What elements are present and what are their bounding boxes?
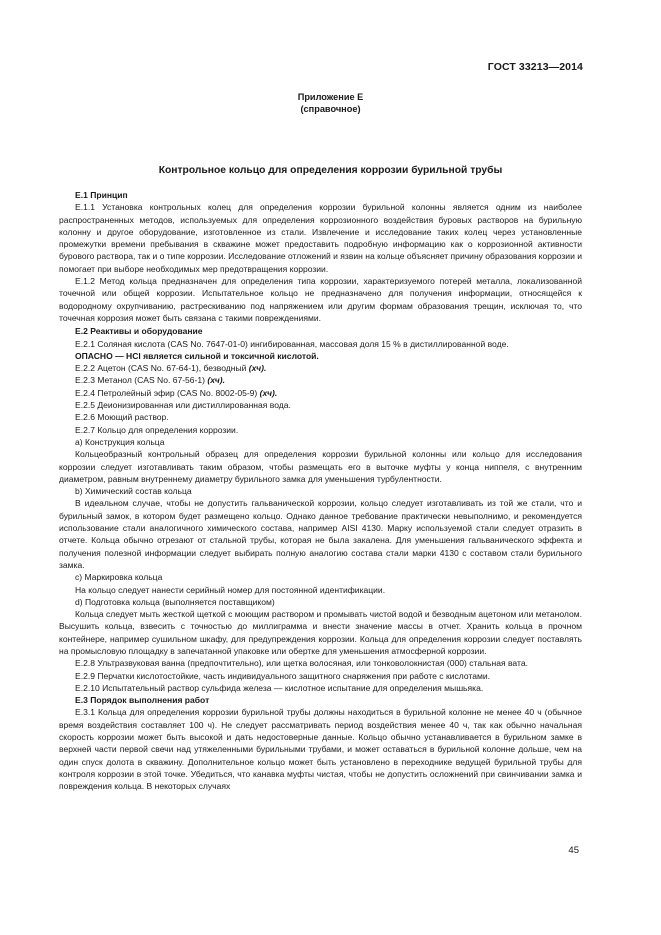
section-heading-e1: Е.1 Принцип: [75, 190, 128, 200]
item-e2-6: Е.2.6 Моющий раствор.: [75, 412, 169, 423]
danger-warning: ОПАСНО — HCl является сильной и токсичной кислотой.: [75, 350, 319, 361]
appendix-subtitle: (справочное): [300, 104, 361, 114]
item-e2-9: Е.2.9 Перчатки кислотостойкие, часть индивидуального защитного снаряжения при работе с кислотами.: [75, 670, 490, 681]
standard-code: ГОСТ 33213—2014: [487, 61, 583, 73]
sub-item-a-label: a) Конструкция кольца: [75, 436, 165, 447]
sub-item-b-text: В идеальном случае, чтобы не допустить гальванической коррозии, кольцо следует изготавливать из той же стали, что и бурильный замок, в котором будет размещено кольцо. Однако данное требование практически невыполнимо, и рекомендуется использование стали аналогичного химического состава, например AISI 4130. Марку используемой стали следует отразить в отчете. Кольца обычно отрезают от стальной трубы, которая не была закалена. Для уменьшения гальванического эффекта и получения полезной информации следует выбирать полную аналогию состава стали марки 4130 с составом стали бурильного замка.: [59, 498, 582, 570]
item-e2-4: [59, 387, 582, 399]
paragraph-e1-2: Е.1.2 Метод кольца предназначен для определения типа коррозии, характеризуемого потерей металла, локализованной точечной или общей коррозии. Испытательное кольцо не предназначено для получения информации, относящейся к водородному охрупчиванию, растрескиванию под напряжением или другим формам образования трещин, исключая то, что точечная коррозия может быть связана с такими повреждениями.: [59, 276, 582, 323]
document-body: [59, 189, 582, 793]
item-e2-3: [59, 374, 582, 386]
item-e2-3-text: Е.2.3 Метанол (CAS No. 67-56-1): [75, 375, 208, 386]
section-heading-e2: Е.2 Реактивы и оборудование: [75, 326, 203, 337]
purity-mark: (хч).: [207, 375, 225, 386]
paragraph-e3-1: Е.3.1 Кольца для определения коррозии бурильной трубы должны находиться в бурильной колонне не менее 40 ч (обычное время воздействия составляет 100 ч). Не следует рассматривать период воздействия менее 40 ч, так как обычно начальная скорость коррозии может быть высокой и дать недостоверные данные. Кольцо обычно устанавливается в бурильном замке в верхней части первой свечи над утяжеленными бурильными трубами, и может оставаться в бурильной колонне дольше, чем на один спуск долота в скважину. Дополнительное кольцо может быть установлено в переходнике ведущей бурильной трубы для контроля коррозии в этой точке. Убедиться, что канавка муфты чистая, чтобы не допустить осложнений при свинчивании замка и повреждения кольца. В некоторых случаях: [59, 707, 582, 792]
item-e2-2-text: Е.2.2 Ацетон (CAS No. 67-64-1), безводный: [75, 363, 249, 374]
paragraph-e1-1: Е.1.1 Установка контрольных колец для определения коррозии бурильной колонны является одним из наиболее распространенных методов, используемых для определения коррозионного воздействия буровых растворов на бурильную колонну и другое оборудование, изготовленное из стали. Извлечение и исследование таких колец через установленные промежутки времени пребывания в скважине может предоставить подробную информацию как о коррозионной активности бурового раствора, так и о типе коррозии. Исследование отложений и язвин на кольце объясняет причину образования коррозии и помогает при выборе необходимых мер предотвращения коррозии.: [59, 202, 583, 274]
page-number: 45: [568, 845, 579, 856]
appendix-title: Приложение Е: [297, 92, 364, 102]
sub-item-b-label: b) Химический состав кольца: [75, 486, 192, 497]
paragraph-e2-1: Е.2.1 Соляная кислота (CAS No. 7647-01-0) ингибированная, массовая доля 15 % в дистиллированной воде.: [75, 338, 509, 349]
sub-item-c-label: c) Маркировка кольца: [75, 572, 163, 583]
item-e2-10: Е.2.10 Испытательный раствор сульфида железа — кислотное испытание для определения мышьяка.: [75, 682, 484, 693]
purity-mark: (хч).: [259, 387, 278, 398]
item-e2-4-text: Е.2.4 Петролейный эфир (CAS No. 8002-05-9): [75, 387, 260, 398]
section-heading-e3: Е.3 Порядок выполнения работ: [75, 695, 210, 706]
sub-item-a-text: Кольцеобразный контрольный образец для определения коррозии бурильной колонны или кольцо для исследования коррозии следует изготавливать таким образом, чтобы размещать его в выточке муфты у конца ниппеля, с внутренним диаметром, равным внутреннему диаметру бурильного замка для уменьшения турбулентности.: [59, 449, 582, 484]
item-e2-2: [59, 362, 582, 374]
appendix-heading: [0, 91, 661, 115]
sub-item-c-text: На кольцо следует нанести серийный номер для постоянной идентификации.: [75, 584, 386, 595]
sub-item-d-label: d) Подготовка кольца (выполняется поставщиком): [75, 596, 275, 607]
item-e2-7: Е.2.7 Кольцо для определения коррозии.: [75, 424, 239, 435]
item-e2-8: Е.2.8 Ультразвуковая ванна (предпочтительно), или щетка волосяная, или тонковолокнистая (000) стальная вата.: [75, 658, 528, 669]
purity-mark: (хч).: [248, 363, 267, 374]
sub-item-d-text: Кольца следует мыть жесткой щеткой с моющим раствором и промывать чистой водой и безводным ацетоном или метанолом. Высушить кольца, взвесить с точностью до миллиграмма и внести значение массы в отчет. Хранить кольца в прочном контейнере, например сушильном шкафу, для предупреждения коррозии. Кольца для определения коррозии следует поставлять на промысловую площадку в запечатанной упаковке или обертке для уменьшения атмосферной коррозии.: [59, 609, 582, 656]
item-e2-5: Е.2.5 Деионизированная или дистиллированная вода.: [75, 400, 291, 411]
document-title: Контрольное кольцо для определения коррозии бурильной трубы: [158, 165, 503, 176]
